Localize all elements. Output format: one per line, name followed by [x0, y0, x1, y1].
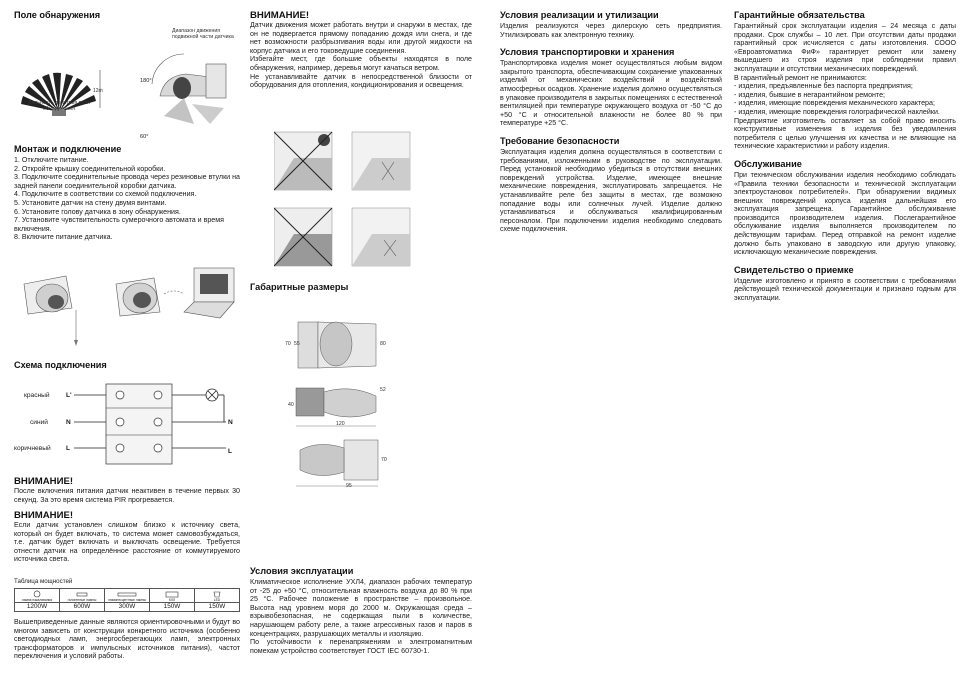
- transport-title: Условия транспортировки и хранения: [500, 47, 675, 58]
- power-cell-name: LED: [213, 597, 221, 602]
- supply-n: N: [228, 419, 233, 426]
- dim-70-bottom: 70: [381, 457, 387, 463]
- pictogram-sun: [274, 132, 332, 190]
- detection-diagram: [14, 24, 240, 142]
- mounting-section: [14, 144, 240, 242]
- safety-section: [500, 136, 722, 234]
- warranty-exclusion: - изделия, имеющие повреждения механического характера;: [734, 99, 935, 108]
- column-1: [14, 10, 240, 661]
- warning-light-title: ВНИМАНИЕ!: [14, 510, 74, 521]
- detection-title: Поле обнаружения: [14, 10, 101, 20]
- pictogram-ok-2: [352, 208, 410, 266]
- warranty-text-2: В гарантийный ремонт не принимаются:: [734, 73, 867, 82]
- power-cell-name: люминесцентные лампы: [108, 597, 146, 602]
- mounting-steps: [14, 156, 240, 242]
- dim-95: 95: [346, 483, 352, 489]
- warranty-exclusion: - изделия, имеющие повреждения голографической наклейки.: [734, 107, 940, 116]
- warning-light-source: [14, 510, 240, 564]
- power-cell-incandescent: [15, 589, 60, 611]
- warranty-section: [734, 10, 956, 151]
- warranty-title: Гарантийные обязательства: [734, 10, 865, 20]
- mounting-step: 1. Отключите питание.: [14, 156, 89, 164]
- warning-installation: [250, 10, 472, 90]
- installation-illustration: [14, 254, 240, 350]
- power-cell-cfl: [150, 589, 195, 611]
- mounting-step: 7. Установите чувствительность сумерочного автомата и время включения.: [14, 216, 224, 233]
- wiring-section: [14, 360, 240, 470]
- dim-80: 80: [380, 341, 386, 347]
- mounting-step: 5. Установите датчик на стену двумя винтами.: [14, 198, 167, 207]
- power-cell-name: галогенные лампы: [67, 597, 97, 602]
- mounting-step: 3. Подключите соединительные провода через резиновые втулки на задней панели соединительной коробки датчика.: [14, 173, 240, 190]
- column-2: [250, 10, 472, 655]
- pictogram-heater: [274, 208, 332, 266]
- service-text: При техническом обслуживании изделия необходимо соблюдать «Правила техники безопасности и технической эксплуатации электроустановок потребителей». При обнаружении видимых внешних повреждений корпуса изделия дальнейшая его эксплуатация запрещена. Гарантийное обслуживание производится производителем изделия. Послегарантийное обслуживание изделия выполняется производителем по действующим тарифам. Перед отправкой на ремонт изделие должно быть упаковано в заводскую или другую упаковку, исключающую механические повреждения.: [734, 170, 956, 257]
- mounting-step: 2. Откройте крышку соединительной коробки.: [14, 164, 166, 173]
- angle-180: 180°: [140, 78, 152, 84]
- warning-light-text: Если датчик установлен слишком близко к источнику света, который он будет включать, то система может самовозбуждаться, т.е. датчик будет включать и выключать освещение. Требуется отнести датчик на определённое расстояние от коммутируемого источника света.: [14, 521, 240, 564]
- warranty-text-3: Предприятие изготовитель оставляет за собой право вносить конструктивные изменения в изделия без уведомления потребителя с целью улучшения их качества и не влияющие на технические характеристики и работу изделия.: [734, 116, 956, 151]
- warning-installation-text-2: Избегайте мест, где большие объекты находятся в поле обнаружения, например, деревья могут качаться ветром.: [250, 55, 472, 72]
- distance-label: Дальность действия поля обнаружения: [27, 100, 91, 112]
- warning-installation-title: ВНИМАНИЕ!: [250, 10, 310, 21]
- mounting-title: Монтаж и подключение: [14, 144, 122, 154]
- wire-red-label: красный: [24, 392, 50, 399]
- transport-text: Транспортировка изделия может осуществляться любым видом закрытого транспорта, обеспечивающим сохранение упакованных изделий от механических воздействий и воздействий атмосферных осадков. Хранение изделия должно осуществляться в упаковке производителя в закрытых помещениях с естественной вентиляцией при температуре окружающего воздуха от -50 °С до +50 °С и относительной влажности не более 80 % при температуре +25 °С.: [500, 59, 722, 128]
- operating-text-1: Климатическое исполнение УХЛ4, диапазон рабочих температур от -25 до +50 °С, относительная влажность воздуха до 80 % при 25 °С. Рабочее положение в пространстве – произвольное. Высота над уровнем моря до 2000 м. Окружающая среда – взрывобезопасная, не содержащая пыли в количестве, нарушающем работу реле, а также агрессивных газов и паров в концентрациях, разрушающих металлы и изоляцию.: [250, 578, 472, 638]
- dim-120: 120: [336, 421, 345, 427]
- terminal-l-prime: L': [66, 392, 72, 399]
- wire-brown-label: коричневый: [14, 445, 51, 452]
- pictogram-ok-1: [352, 132, 410, 190]
- acceptance-title: Свидетельство о приемке: [734, 264, 854, 275]
- power-cell-value: 1200W: [26, 602, 48, 610]
- mounting-step: 4. Подключите в соответствии со схемой подключения.: [14, 190, 197, 199]
- power-cell-led: [195, 589, 239, 611]
- power-cell-value: 150W: [208, 602, 226, 610]
- terminal-block: [106, 384, 172, 464]
- wiring-title: Схема подключения: [14, 360, 107, 370]
- wiring-schematic: [14, 360, 240, 470]
- mounting-step: 8. Включите питание датчика.: [14, 233, 113, 242]
- power-table-grid: [14, 588, 240, 612]
- dimension-drawings: [280, 300, 410, 500]
- warning-pir-title: ВНИМАНИЕ!: [14, 476, 74, 487]
- sensor-rotation-figure: [152, 54, 226, 124]
- disposal-title: Условия реализации и утилизации: [500, 10, 659, 20]
- warning-installation-text-3: Не устанавливайте датчик в непосредственной близости от оборудования для отопления, кондиционирования и освещения.: [250, 72, 472, 90]
- angle-60: 60°: [140, 134, 149, 140]
- power-cell-halogen: [60, 589, 105, 611]
- warning-pir-text: После включения питания датчик неактивен в течение первых 30 секунд. За это время система PIR прогревается.: [14, 487, 240, 504]
- column-3: [500, 10, 722, 234]
- power-table: [14, 578, 240, 612]
- warranty-exclusions: [734, 82, 956, 116]
- wire-blue-label: синий: [30, 419, 48, 426]
- supply-l: L: [228, 448, 233, 455]
- safety-title: Требование безопасности: [500, 135, 620, 146]
- terminal-n: N: [66, 419, 71, 426]
- service-title: Обслуживание: [734, 158, 802, 169]
- warranty-exclusion: - изделия, бывшие в негарантийном ремонте;: [734, 90, 886, 99]
- dim-55: 55: [294, 341, 300, 347]
- dimensions-title: Габаритные размеры: [250, 282, 349, 292]
- acceptance-section: [734, 265, 956, 303]
- dim-40: 40: [288, 402, 294, 408]
- height-label: 12m: [93, 88, 103, 94]
- operating-title: Условия эксплуатации: [250, 566, 354, 576]
- power-cell-fluorescent: [105, 589, 150, 611]
- mounting-step: 6. Установите голову датчика в зону обнаружения.: [14, 207, 181, 216]
- power-cell-name: лампа накаливания: [21, 597, 53, 602]
- operating-text-2: По устойчивости к перенапряжениям и электромагнитным помехам устройство соответствует ГОСТ IEC 60730-1.: [250, 638, 472, 655]
- power-cell-value: 300W: [118, 602, 136, 610]
- column-4: [734, 10, 956, 303]
- lamp-icon: [206, 389, 218, 401]
- power-cell-value: 150W: [163, 602, 181, 610]
- operating-conditions: [250, 566, 472, 655]
- acceptance-text: Изделие изготовлено и принято в соответствии с требованиями действующей технической документации и признано годным для эксплуатации.: [734, 276, 956, 303]
- terminal-l: L: [66, 445, 71, 452]
- power-cell-name: КЛЛ: [168, 597, 176, 602]
- warranty-text-1: Гарантийный срок эксплуатации изделия – 24 месяца с даты продажи. Срок службы – 10 лет. При отсутствии даты продажи гарантийный срок исчисляется с даты изготовления. СООО «Евроавтоматика ФиФ» гарантирует ремонт или замену вышедшего из строя изделия при соблюдении правил эксплуатации и отсутствии механических повреждений.: [734, 22, 956, 73]
- warning-pir: [14, 476, 240, 504]
- power-table-title: Таблица мощностей: [14, 578, 73, 585]
- safety-text: Эксплуатация изделия должна осуществляться в соответствии с требованиями, изложенными в руководстве по эксплуатации. Перед установкой необходимо убедиться в отсутствии внешних повреждений устройства. Изделие, имеющее внешние механические повреждения, эксплуатировать запрещается. Не устанавливайте реле без защиты в местах, где возможно попадание воды или солнечных лучей. Изделие должно устанавливаться и обслуживаться квалифицированным персоналом. При подключении изделия необходимо следовать схеме подключения.: [500, 147, 722, 234]
- placement-pictograms: [274, 128, 424, 278]
- dim-52: 52: [380, 387, 386, 393]
- power-disclaimer: Вышеприведенные данные являются ориентировочными и будут во многом зависеть от конструкции конкретного источника (особенно светодиодных ламп, энергосберегающих ламп, электронных трансформаторов и импульсных источников питания), частот переключения и условий работы.: [14, 618, 240, 661]
- disposal-section: [500, 10, 722, 39]
- warranty-exclusion: - изделия, предъявленные без паспорта предприятия;: [734, 82, 913, 91]
- service-section: [734, 159, 956, 257]
- power-cell-value: 600W: [73, 602, 91, 610]
- warning-installation-text-1: Датчик движения может работать внутри и снаружи в местах, где он не подвергается прямому попаданию дождя или снега, и где нет возможности разбрызгивания воды или другой жидкости на корпус датчика и его токоведущие соединения.: [250, 21, 472, 55]
- disposal-text: Изделия реализуются через дилерскую сеть предприятия. Утилизировать как электронную технику.: [500, 22, 722, 39]
- dim-70-front: 70: [285, 341, 291, 347]
- range-label: Диапазон движения подвижной части датчика: [172, 28, 234, 40]
- transport-section: [500, 47, 722, 128]
